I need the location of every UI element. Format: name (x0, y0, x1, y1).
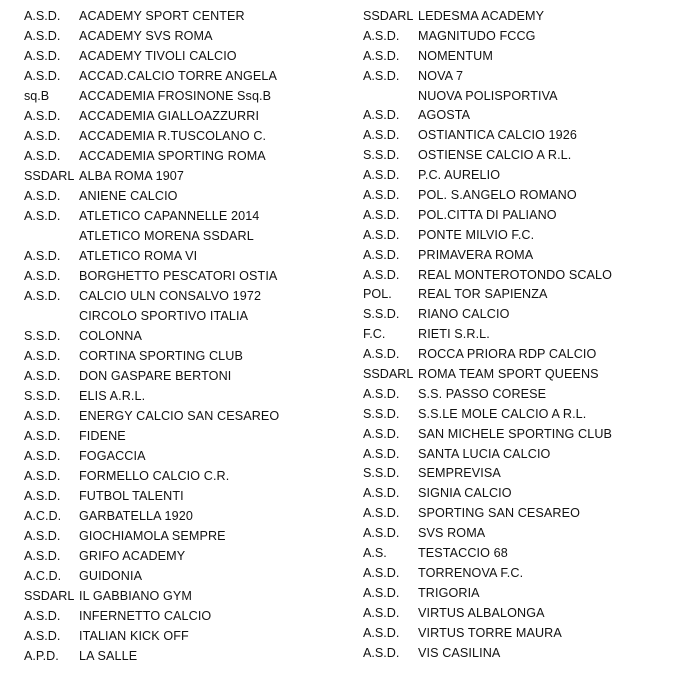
team-list-item (363, 265, 673, 285)
team-list-item (363, 503, 673, 523)
team-name: IL GABBIANO GYM (79, 589, 193, 603)
team-name: REAL MONTEROTONDO SCALO (418, 267, 613, 282)
team-entity-type: A.S.D. (363, 188, 400, 203)
team-name: ROMA TEAM SPORT QUEENS (418, 367, 599, 382)
team-list-item (363, 583, 673, 603)
team-name: SEMPREVISA (418, 466, 501, 481)
team-name: ACCADEMIA R.TUSCOLANO C. (79, 129, 267, 143)
team-list-item (24, 626, 344, 646)
team-list-item (363, 46, 673, 66)
team-name: ELIS A.R.L. (79, 389, 146, 403)
team-name: GUIDONIA (79, 569, 143, 583)
team-name: NOMENTUM (418, 48, 493, 63)
team-list-item (363, 404, 673, 424)
team-name: PRIMAVERA ROMA (418, 247, 534, 262)
team-entity-type: S.S.D. (24, 389, 61, 403)
team-list-item (24, 86, 344, 106)
team-list-item (24, 126, 344, 146)
team-entity-type: S.S.D. (363, 466, 400, 481)
team-entity-type: S.S.D. (363, 406, 400, 421)
team-entity-type: A.S.D. (363, 48, 400, 63)
team-list-item (24, 406, 344, 426)
team-entity-type: A.S.D. (363, 108, 400, 123)
team-name: VIRTUS TORRE MAURA (418, 625, 562, 640)
team-entity-type: A.S.D. (24, 129, 61, 143)
team-entity-type: A.P.D. (24, 649, 59, 663)
team-list-item (24, 266, 344, 286)
team-list-item (363, 105, 673, 125)
team-entity-type: A.S.D. (363, 386, 400, 401)
team-name: DON GASPARE BERTONI (79, 369, 232, 383)
team-list-item (24, 446, 344, 466)
team-entity-type: POL. (363, 287, 392, 302)
team-name: CIRCOLO SPORTIVO ITALIA (79, 309, 249, 323)
team-list-item (363, 225, 673, 245)
team-list-item (363, 66, 673, 86)
team-list-item (363, 304, 673, 324)
team-entity-type: SSDARL (363, 9, 414, 23)
team-entity-type: A.S.D. (24, 269, 61, 283)
team-entity-type: A.S.D. (24, 449, 61, 463)
team-list-item (363, 603, 673, 623)
team-name: ALBA ROMA 1907 (79, 169, 185, 183)
team-entity-type: A.C.D. (24, 569, 62, 583)
team-list-item (363, 424, 673, 444)
team-entity-type: S.S.D. (363, 307, 400, 322)
team-name: CORTINA SPORTING CLUB (79, 349, 243, 363)
team-list-item (363, 344, 673, 364)
team-name: ATLETICO CAPANNELLE 2014 (79, 209, 260, 223)
team-entity-type: A.S.D. (363, 426, 400, 441)
team-list-right-column (363, 6, 673, 662)
team-list-item (363, 145, 673, 165)
team-name: RIETI S.R.L. (418, 327, 490, 342)
team-entity-type: A.S.D. (363, 168, 400, 183)
team-list-item (24, 346, 344, 366)
team-list-item (363, 384, 673, 404)
team-entity-type: SSDARL (24, 589, 75, 603)
team-list-item (363, 444, 673, 464)
team-list-item (363, 463, 673, 483)
team-entity-type: A.S.D. (363, 486, 400, 501)
team-list-item (363, 284, 673, 304)
team-name: ACCADEMIA GIALLOAZZURRI (79, 109, 260, 123)
team-entity-type: A.S.D. (24, 9, 61, 23)
team-entity-type: F.C. (363, 327, 386, 342)
team-list-item (24, 166, 344, 186)
team-name: S.S.LE MOLE CALCIO A R.L. (418, 406, 587, 421)
team-entity-type: A.S.D. (363, 446, 400, 461)
team-entity-type: A.S.D. (363, 506, 400, 521)
team-entity-type: A.S.D. (363, 347, 400, 362)
team-name: FUTBOL TALENTI (79, 489, 184, 503)
team-list-item (363, 205, 673, 225)
team-name: SVS ROMA (418, 526, 486, 541)
team-list-item (24, 286, 344, 306)
team-entity-type: A.S.D. (363, 68, 400, 83)
team-entity-type: A.S.D. (363, 605, 400, 620)
team-name: COLONNA (79, 329, 142, 343)
team-name: NUOVA POLISPORTIVA (418, 88, 558, 103)
team-entity-type: A.S.D. (24, 69, 61, 83)
team-name: BORGHETTO PESCATORI OSTIA (79, 269, 278, 283)
team-name: PONTE MILVIO F.C. (418, 227, 535, 242)
team-name: ACCAD.CALCIO TORRE ANGELA (79, 69, 277, 83)
team-entity-type: A.S.D. (24, 489, 61, 503)
team-name: ANIENE CALCIO (79, 189, 178, 203)
team-list-item (363, 483, 673, 503)
team-list-item (24, 546, 344, 566)
team-list-item (24, 226, 344, 246)
team-list-item (363, 563, 673, 583)
team-list-item (363, 543, 673, 563)
team-name: P.C. AURELIO (418, 168, 501, 183)
team-list-item (24, 606, 344, 626)
team-list-item (363, 125, 673, 145)
team-entity-type: A.S.D. (24, 609, 61, 623)
team-name: VIRTUS ALBALONGA (418, 605, 545, 620)
team-entity-type: S.S.D. (363, 148, 400, 163)
team-name: ATLETICO ROMA VI (79, 249, 198, 263)
team-list-item (24, 426, 344, 446)
team-entity-type: A.S.D. (24, 209, 61, 223)
team-entity-type: A.S.D. (24, 289, 61, 303)
team-list-item (24, 106, 344, 126)
team-name: SANTA LUCIA CALCIO (418, 446, 551, 461)
team-name: MAGNITUDO FCCG (418, 28, 536, 43)
team-entity-type: A.S.D. (24, 109, 61, 123)
team-entity-type: A.S.D. (24, 189, 61, 203)
team-list-item (24, 146, 344, 166)
team-entity-type: A.S.D. (363, 526, 400, 541)
team-list-item (24, 186, 344, 206)
team-list-item (363, 364, 673, 384)
team-name: ATLETICO MORENA SSDARL (79, 229, 254, 243)
team-entity-type: A.S.D. (24, 469, 61, 483)
team-list-item (363, 86, 673, 106)
team-name: FOGACCIA (79, 449, 146, 463)
team-entity-type: A.S.D. (24, 369, 61, 383)
team-name: GRIFO ACADEMY (79, 549, 186, 563)
team-entity-type: A.S.D. (363, 247, 400, 262)
team-name: S.S. PASSO CORESE (418, 386, 547, 401)
team-name: FIDENE (79, 429, 126, 443)
team-name: GIOCHIAMOLA SEMPRE (79, 529, 226, 543)
team-name: GARBATELLA 1920 (79, 509, 193, 523)
team-entity-type: A.S. (363, 546, 387, 561)
team-list-item (363, 324, 673, 344)
team-name: ACADEMY TIVOLI CALCIO (79, 49, 237, 63)
team-list-item (24, 466, 344, 486)
team-list-item (24, 26, 344, 46)
team-list-item (363, 623, 673, 643)
team-list-item (363, 185, 673, 205)
team-name: SPORTING SAN CESAREO (418, 506, 581, 521)
team-entity-type: A.S.D. (24, 549, 61, 563)
team-entity-type: A.S.D. (24, 429, 61, 443)
team-list-item (24, 646, 344, 666)
team-name: REAL TOR SAPIENZA (418, 287, 548, 302)
team-entity-type: A.S.D. (363, 28, 400, 43)
team-list-item (363, 6, 673, 26)
team-entity-type: A.S.D. (24, 149, 61, 163)
team-entity-type: sq.B (24, 89, 50, 103)
team-list-item (24, 586, 344, 606)
team-name: INFERNETTO CALCIO (79, 609, 212, 623)
team-name: NOVA 7 (418, 68, 464, 83)
team-name: SAN MICHELE SPORTING CLUB (418, 426, 613, 441)
team-entity-type: A.S.D. (363, 128, 400, 143)
team-name: AGOSTA (418, 108, 471, 123)
team-name: ACCADEMIA SPORTING ROMA (79, 149, 266, 163)
team-list-item (24, 206, 344, 226)
team-list-item (363, 26, 673, 46)
team-list-item (24, 246, 344, 266)
team-entity-type: A.S.D. (363, 585, 400, 600)
team-list-item (24, 46, 344, 66)
team-entity-type: A.S.D. (24, 249, 61, 263)
team-entity-type: A.S.D. (24, 409, 61, 423)
team-entity-type: A.S.D. (363, 565, 400, 580)
team-list-item (24, 306, 344, 326)
team-list-item (363, 165, 673, 185)
team-list-item (363, 643, 673, 663)
team-name: ITALIAN KICK OFF (79, 629, 189, 643)
team-entity-type: A.S.D. (363, 625, 400, 640)
team-name: POL.CITTA DI PALIANO (418, 207, 557, 222)
team-entity-type: A.S.D. (24, 49, 61, 63)
team-entity-type: A.S.D. (363, 227, 400, 242)
team-list-item (24, 6, 344, 26)
team-entity-type: A.S.D. (363, 645, 400, 660)
team-list-item (24, 366, 344, 386)
team-name: ENERGY CALCIO SAN CESAREO (79, 409, 280, 423)
team-name: ACADEMY SPORT CENTER (79, 9, 245, 23)
team-name: FORMELLO CALCIO C.R. (79, 469, 230, 483)
team-entity-type: A.C.D. (24, 509, 62, 523)
team-name: TRIGORIA (418, 585, 480, 600)
team-name: POL. S.ANGELO ROMANO (418, 188, 577, 203)
team-entity-type: SSDARL (363, 367, 414, 382)
team-list-item (363, 245, 673, 265)
team-name: VIS CASILINA (418, 645, 501, 660)
team-list-item (363, 523, 673, 543)
team-name: LA SALLE (79, 649, 138, 663)
team-list-item (24, 506, 344, 526)
team-name: CALCIO ULN CONSALVO 1972 (79, 289, 262, 303)
team-entity-type: SSDARL (24, 169, 75, 183)
team-list-left-column (24, 6, 344, 666)
team-name: TORRENOVA F.C. (418, 565, 524, 580)
team-list-item (24, 66, 344, 86)
team-name: ACCADEMIA FROSINONE Ssq.B (79, 89, 272, 103)
team-list-item (24, 386, 344, 406)
team-name: TESTACCIO 68 (418, 546, 508, 561)
team-list-item (24, 326, 344, 346)
team-entity-type: A.S.D. (24, 349, 61, 363)
team-list-item (24, 526, 344, 546)
team-name: ACADEMY SVS ROMA (79, 29, 213, 43)
team-list-item (24, 566, 344, 586)
team-entity-type: A.S.D. (363, 207, 400, 222)
team-entity-type: A.S.D. (24, 629, 61, 643)
team-entity-type: A.S.D. (24, 29, 61, 43)
team-name: SIGNIA CALCIO (418, 486, 512, 501)
team-name: OSTIANTICA CALCIO 1926 (418, 128, 577, 143)
team-entity-type: A.S.D. (363, 267, 400, 282)
team-name: RIANO CALCIO (418, 307, 510, 322)
team-name: LEDESMA ACADEMY (418, 9, 545, 23)
team-list-item (24, 486, 344, 506)
team-name: OSTIENSE CALCIO A R.L. (418, 148, 572, 163)
team-entity-type: A.S.D. (24, 529, 61, 543)
team-name: ROCCA PRIORA RDP CALCIO (418, 347, 597, 362)
team-entity-type: S.S.D. (24, 329, 61, 343)
